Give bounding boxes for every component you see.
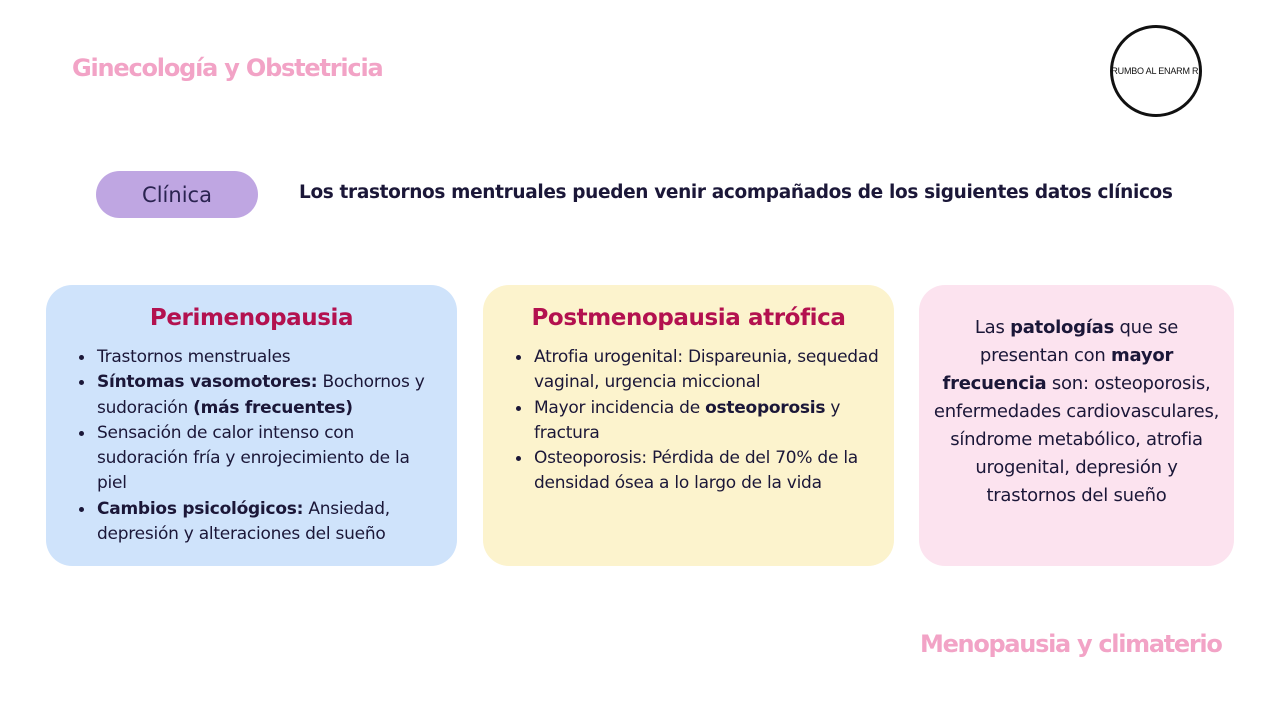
postmenopausia-card xyxy=(483,285,894,566)
patologias-card xyxy=(919,285,1234,566)
perimenopausia-list xyxy=(97,345,443,547)
perimenopausia-card xyxy=(46,285,457,566)
list-item: Sensación de calor intenso con sudoración fría y enrojecimiento de la piel xyxy=(97,421,443,497)
patologias-text: Las patologías que se presentan con mayor frecuencia son: osteoporosis, enfermedades cardiovasculares, síndrome metabólico, atrofia urogenital, depresión y trastornos del sueño xyxy=(933,317,1220,506)
postmenopausia-list xyxy=(534,345,880,497)
list-item: Osteoporosis: Pérdida de del 70% de la densidad ósea a lo largo de la vida xyxy=(534,446,880,497)
list-item: Atrofia urogenital: Dispareunia, sequedad vaginal, urgencia miccional xyxy=(534,345,880,396)
list-item: Síntomas vasomotores: Bochornos y sudoración (más frecuentes) xyxy=(97,370,443,421)
postmenopausia-title: Postmenopausia atrófica xyxy=(531,305,846,331)
perimenopausia-title: Perimenopausia xyxy=(149,305,354,331)
list-item: Trastornos menstruales xyxy=(97,345,443,370)
logo xyxy=(1110,25,1202,117)
logo-text: RUMBO AL ENARM RI xyxy=(1111,66,1201,76)
list-item: Mayor incidencia de osteoporosis y fractura xyxy=(534,396,880,447)
topic-title: Menopausia y climaterio xyxy=(920,630,1222,658)
list-item: Cambios psicológicos: Ansiedad, depresión y alteraciones del sueño xyxy=(97,497,443,548)
section-pill: Clínica xyxy=(96,171,258,218)
course-title: Ginecología y Obstetricia xyxy=(72,54,383,82)
intro-text: Los trastornos mentruales pueden venir acompañados de los siguientes datos clínicos xyxy=(299,182,1173,203)
